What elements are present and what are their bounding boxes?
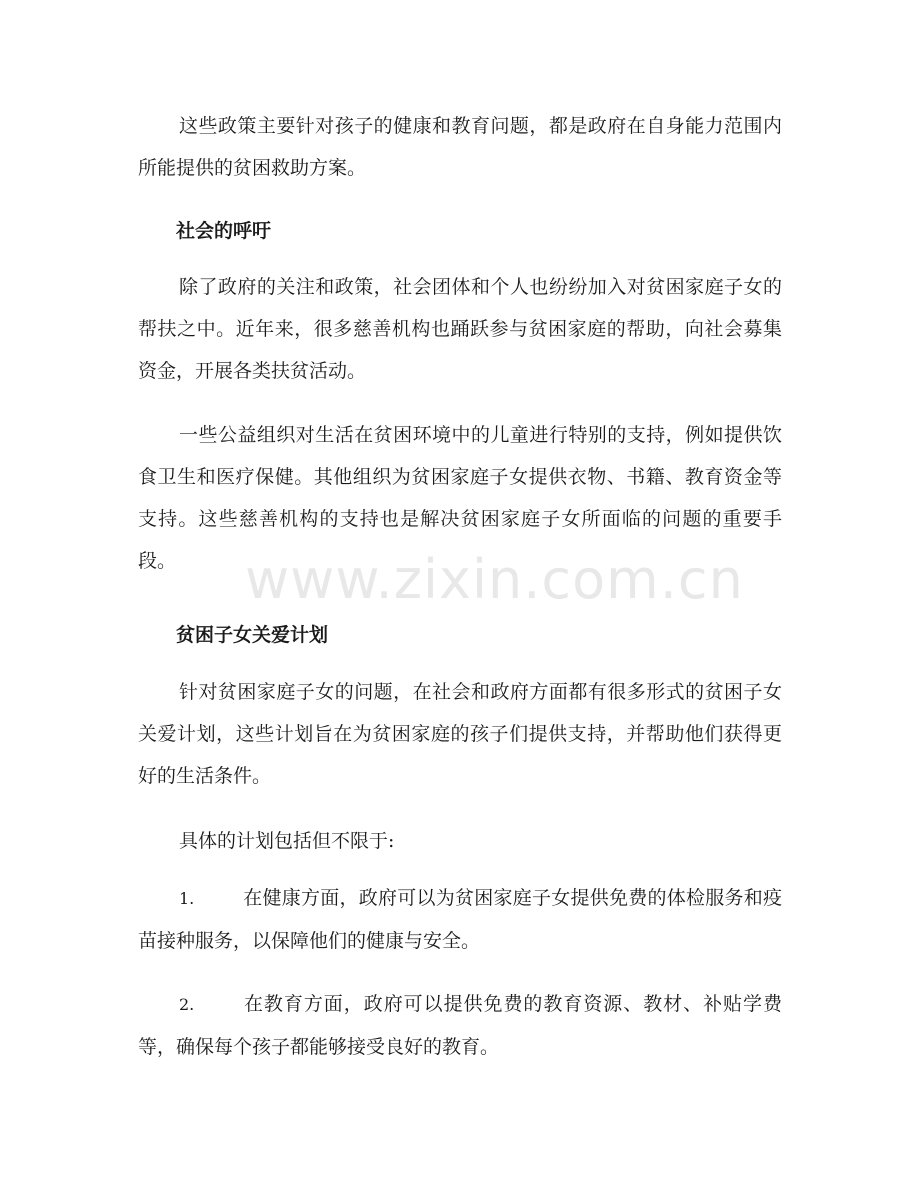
paragraph-5: [138, 820, 782, 862]
heading-text: 贫困子女关爱计划: [176, 624, 329, 646]
list-item-text: 在健康方面，政府可以为贫困家庭子女提供免费的体检服务和疫苗接种服务，以保障他们的健康与安全。: [138, 887, 782, 952]
paragraph-1: [138, 105, 782, 189]
paragraph-2: [138, 266, 782, 392]
section-heading-care-plan: [138, 614, 782, 656]
heading-text: 社会的呼吁: [176, 220, 272, 242]
list-number: 2.: [179, 995, 195, 1014]
paragraph-text: 一些公益组织对生活在贫困环境中的儿童进行特别的支持，例如提供饮食卫生和医疗保健。其他组织为贫困家庭子女提供衣物、书籍、教育资金等支持。这些慈善机构的支持也是解决贫困家庭子女所面临的问题的重要手段。: [138, 424, 782, 572]
list-item-2: [138, 983, 782, 1068]
list-item-1: [138, 877, 782, 962]
paragraph-text: 除了政府的关注和政策，社会团体和个人也纷纷加入对贫困家庭子女的帮扶之中。近年来，很多慈善机构也踊跃参与贫困家庭的帮助，向社会募集资金，开展各类扶贫活动。: [138, 276, 782, 382]
section-heading-social-appeal: [138, 210, 782, 252]
list-number: 1.: [179, 889, 195, 908]
paragraph-text: 这些政策主要针对孩子的健康和教育问题，都是政府在自身能力范围内所能提供的贫困救助方案。: [138, 115, 782, 179]
paragraph-text: 具体的计划包括但不限于:: [179, 830, 395, 852]
paragraph-text: 针对贫困家庭子女的问题，在社会和政府方面都有很多形式的贫困子女关爱计划，这些计划旨在为贫困家庭的孩子们提供支持，并帮助他们获得更好的生活条件。: [138, 681, 782, 787]
list-item-text: 在教育方面，政府可以提供免费的教育资源、教材、补贴学费等，确保每个孩子都能够接受良好的教育。: [138, 993, 782, 1058]
paragraph-4: [138, 671, 782, 797]
watermark: www.zixin.com.cn: [245, 548, 744, 611]
